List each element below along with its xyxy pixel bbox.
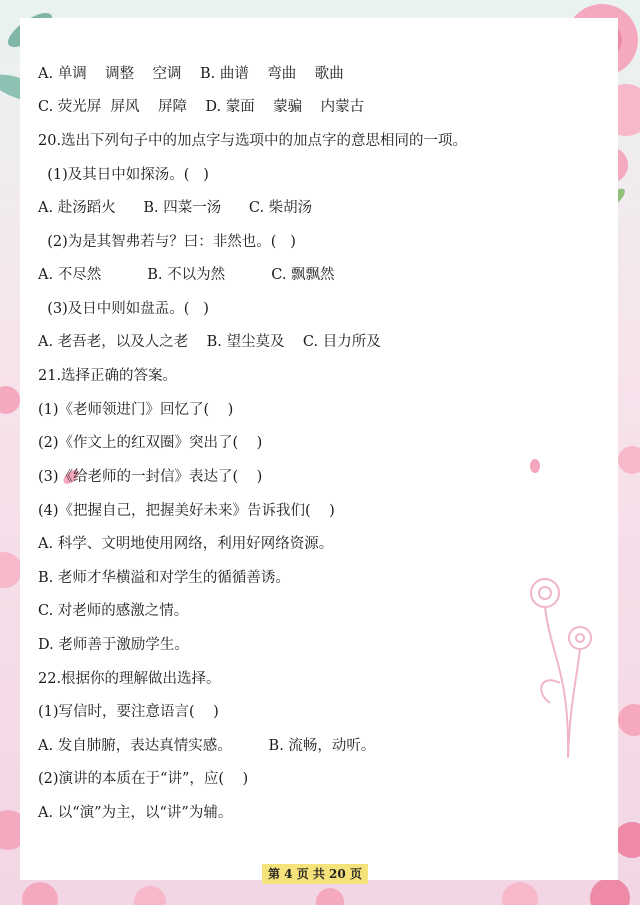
- answer-options-line: A. 老吾老，以及人之老 B. 望尘莫及 C. 目力所及: [38, 334, 381, 350]
- answer-option: A. 以“演”为主，以“讲”为辅。: [38, 805, 233, 821]
- rose-decoration-right: [618, 400, 640, 880]
- answer-options-line: A. 发自肺腑，表达真情实感。 B. 流畅，动听。: [38, 738, 376, 754]
- sub-question: (3)及日中则如盘盂。( ): [38, 301, 209, 317]
- flower-line-art: [510, 563, 610, 763]
- sub-question: (4)《把握自己，把握美好未来》告诉我们( ): [38, 503, 335, 519]
- answer-options-line: C. 荧光屏 屏风 屏障 D. 蒙面 蒙骗 内蒙古: [38, 99, 365, 115]
- sub-question: (1)写信时，要注意语言( ): [38, 704, 219, 720]
- answer-options-line: A. 单调 调整 空调 B. 曲谱 弯曲 歌曲: [38, 66, 344, 82]
- sub-question: (2)为是其智弗若与？曰：非然也。( ): [38, 234, 296, 250]
- answer-options-line: A. 赴汤蹈火 B. 四菜一汤 C. 柴胡汤: [38, 200, 313, 216]
- sub-question: (1)《老师领进门》回忆了( ): [38, 402, 234, 418]
- question-21-title: 21.选择正确的答案。: [38, 368, 178, 384]
- sub-question: (2)《作文上的红双圈》突出了( ): [38, 435, 263, 451]
- sub-question: (1)及其日中如探汤。( ): [38, 167, 209, 183]
- question-20-title: 20.选出下列句子中的加点字与选项中的加点字的意思相同的一项。: [38, 133, 468, 149]
- page-number-footer: 第 4 页 共 20 页: [262, 864, 368, 884]
- answer-option: C. 对老师的感激之情。: [38, 603, 189, 619]
- answer-option: B. 老师才华横溢和对学生的循循善诱。: [38, 570, 290, 586]
- sub-question: (2)演讲的本质在于“讲”，应( ): [38, 771, 249, 787]
- question-22-title: 22.根据你的理解做出选择。: [38, 671, 221, 687]
- answer-option: D. 老师善于激励学生。: [38, 637, 189, 653]
- sub-question: (3)《给老师的一封信》表达了( ): [38, 469, 263, 485]
- petal-decoration: [528, 458, 542, 474]
- answer-option: A. 科学、文明地使用网络，利用好网络资源。: [38, 536, 334, 552]
- answer-options-line: A. 不尽然 B. 不以为然 C. 飘飘然: [38, 267, 335, 283]
